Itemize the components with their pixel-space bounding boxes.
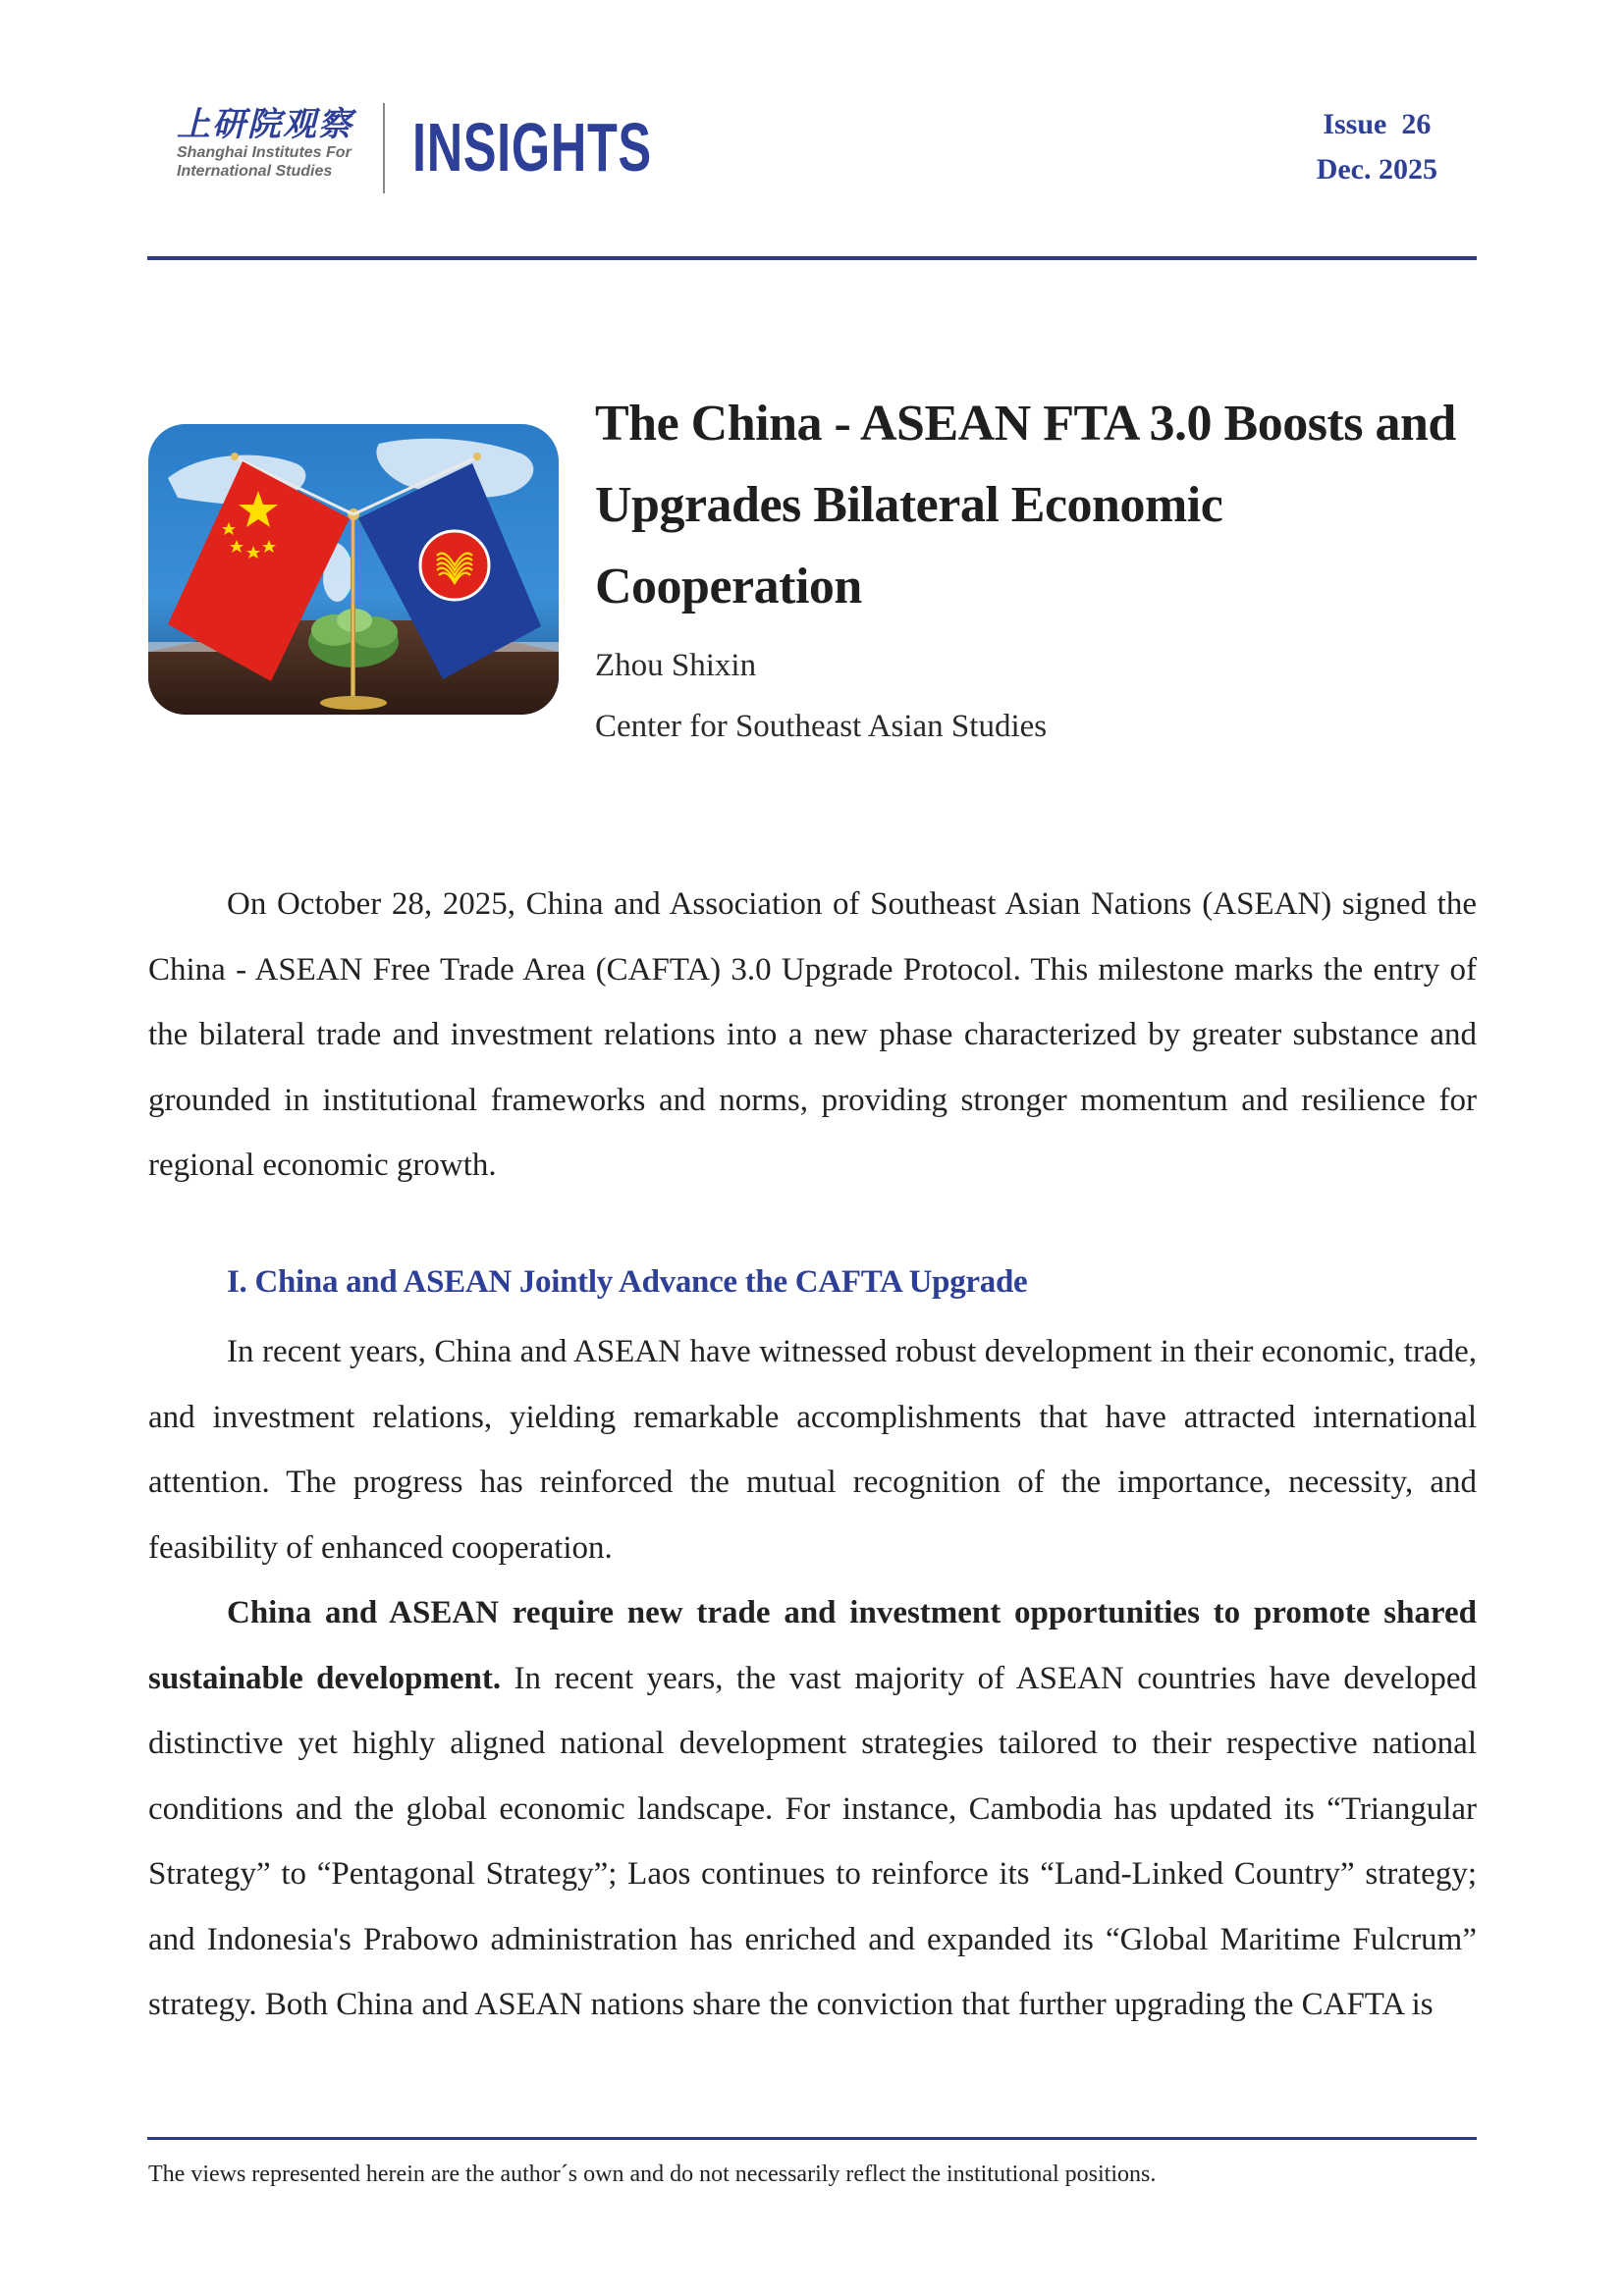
- footer-disclaimer: The views represented herein are the author´s own and do not necessarily reflect the institutional positions.: [148, 2162, 1157, 2187]
- logo-chinese-text: 上研院观察: [177, 105, 353, 144]
- flag-pole: [351, 514, 355, 701]
- paragraph-lead-bold: China and ASEAN require new trade and investment opportunities to promote shared sustainable development.: [148, 1595, 1477, 1696]
- author-affiliation: Center for Southeast Asian Studies: [595, 709, 1048, 744]
- author-name: Zhou Shixin: [595, 648, 757, 683]
- publication-name: INSIGHTS: [412, 109, 652, 186]
- logo-english-line-2: International Studies: [177, 163, 333, 180]
- issue-info: [1317, 102, 1437, 192]
- section-paragraph-1: In recent years, China and ASEAN have witnessed robust development in their economic, trade, and investment relations, yielding remarkable accomplishments that have attracted international attention. The progress has reinforced the mutual recognition of the importance, necessity, and feasibility of enhanced cooperation.: [148, 1334, 1477, 1566]
- issue-date: Dec. 2025: [1316, 153, 1437, 186]
- intro-paragraph: On October 28, 2025, China and Association of Southeast Asian Nations (ASEAN) signed the China - ASEAN Free Trade Area (CAFTA) 3.0 Upgrade Protocol. This milestone marks the entry of the bilateral trade and investment relations into a new phase characterized by greater substance and grounded in institutional frameworks and norms, providing stronger momentum and resilience for regional economic growth.: [148, 886, 1477, 1183]
- footer-rule: [147, 2137, 1477, 2140]
- section-paragraph-2: [148, 1580, 1477, 2038]
- article-title: The China - ASEAN FTA 3.0 Boosts and Upgrades Bilateral Economic Cooperation: [595, 396, 1456, 614]
- header-rule: [147, 256, 1477, 260]
- section-heading: I. China and ASEAN Jointly Advance the CAFTA Upgrade: [227, 1264, 1028, 1300]
- hero-image-flags: [148, 424, 559, 715]
- siis-logo: [177, 106, 383, 181]
- logo-english-line-1: Shanghai Institutes For: [177, 144, 352, 161]
- issue-number: Issue 26: [1323, 108, 1432, 140]
- header-divider: [383, 103, 385, 193]
- paragraph-body: In recent years, the vast majority of ASEAN countries have developed distinctive yet highly aligned national development strategies tailored to their respective national conditions and the global economic landscape. For instance, Cambodia has updated its “Triangular Strategy” to “Pentagonal Strategy”; Laos continues to reinforce its “Land-Linked Country” strategy; and Indonesia's Prabowo administration has enriched and expanded its “Global Maritime Fulcrum” strategy. Both China and ASEAN nations share the conviction that further upgrading the CAFTA is: [148, 1660, 1477, 2022]
